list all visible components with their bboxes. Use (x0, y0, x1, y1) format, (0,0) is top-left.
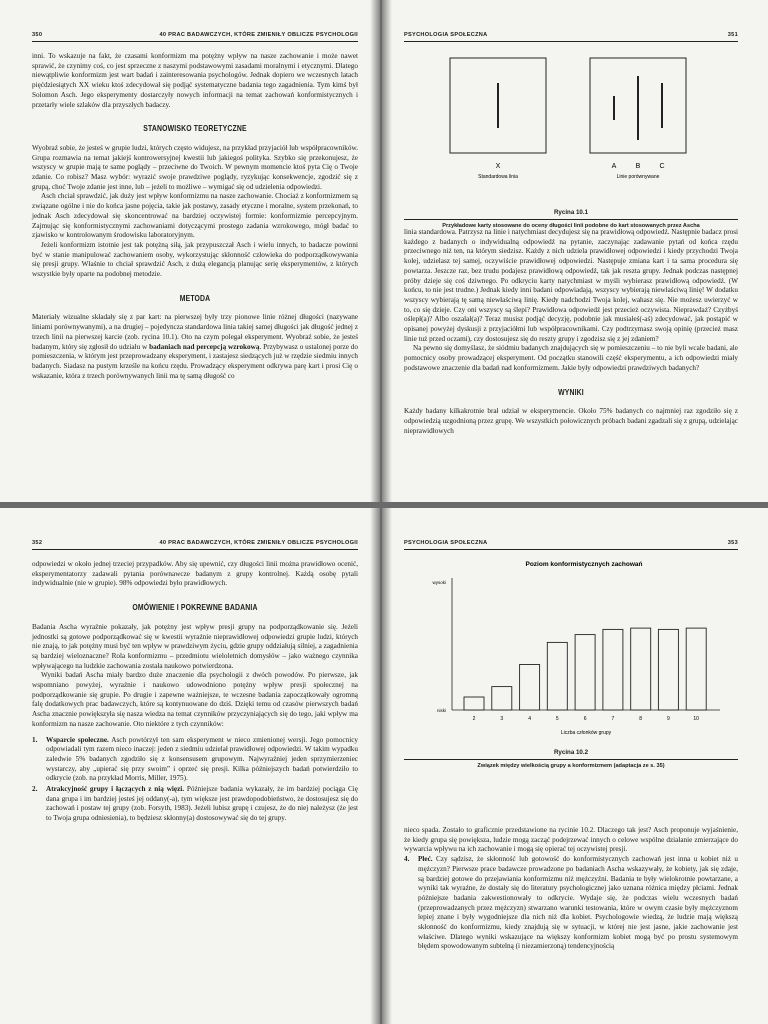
figure-caption-text: Przykładowe karty stosowane do oceny długości linii podobne do kart stosowanych przez Ascha (442, 222, 700, 229)
text-run: . Przybywasz o ustalonej porze do pomieszczenia, w którym jest przeprowadzany eksperyment, i zastajesz siedzących już w rzędzie siedmiu innych badanych. Siadasz na pustym krześle na końcu rzędu. Prowadzący eksperyment odkrywa parę kart i prosi Cię o wskazanie, która z trzech porównywanych linii ma tę samą długość co (32, 342, 358, 380)
bar-7 (603, 629, 623, 710)
x-tick-label: 7 (611, 716, 615, 722)
paragraph: nieco spada. Zostało to graficznie przedstawione na rycinie 10.2. Dlaczego tak jest? Asch proponuje wyjaśnienie, że kiedy grupa się powiększa, ludzie mogą zacząć podejrzewać innych o celowe wspólne działanie zmierzające do wywarcia wpływu na ich zachowanie i mogą się opierać tej oczywistej presji. (404, 826, 738, 854)
book-gutter (382, 508, 392, 1024)
page-body (32, 560, 358, 825)
figure-caption-text: Związek między wielkością grupy a konformizmem (adaptacja ze s. 35) (477, 762, 665, 769)
paragraph: Każdy badany kilkakrotnie brał udział w eksperymencie. Około 75% badanych co najmniej raz zgodziło się z odpowiedzią uzgodnioną przez grupę. We wszystkich połowicznych próbach badani zgadzali się z grupą, udzielając nieprawidłowych (404, 407, 738, 435)
label-x: X (495, 163, 501, 170)
factor-list (404, 855, 738, 952)
label-comparison: Linie porównywane (616, 174, 660, 180)
paragraph: Jeżeli konformizm istotnie jest tak potężną siłą, jak przypuszczał Asch i wielu innych, to badacze powinni być w stanie manipulować zachowaniem osoby, wykorzystując skłonność człowieka do podporządkowywania się presji grupy. Właśnie to chciał sprawdzić Asch, z dużą elegancją planując serię eksperymentów, z których wszystkie były oparte na podobnej metodzie. (32, 240, 358, 279)
bold-text: badaniach nad percepcją wzrokową (149, 342, 260, 351)
item-text: Późniejsze badania wykazały, że im bardziej pociąga Cię dana grupa i im bardziej jesteś jej oddany(-a), tym większe jest prawdopodobieństwo, że dostosujesz się do zachowań i postaw tej grupy (zob. Forsyth, 1983). Jeżeli lubisz grupę i czujesz, że do niej należysz (że jest to Twoja grupa odniesienia), to będziesz skłonny(a) dostosowywać się do tej grupy. (46, 785, 358, 823)
running-head (32, 30, 358, 42)
caption-rule (404, 219, 738, 220)
x-tick-label: 2 (472, 716, 476, 722)
paragraph: inni. To wskazuje na fakt, że czasami konformizm ma potężny wpływ na nasze zachowanie i może nawet sprawić, że czynimy coś, co jest sprzeczne z naszymi podstawowymi zasadami moralnymi i etycznymi. Dlatego niewątpliwie konformizm jest wart badań i zainteresowania psychologów. Jednak dopiero we wczesnych latach pięćdziesiątych XX wieku ktoś zdecydował się podjąć systematyczne badania tego zagadnienia. Tym kimś był Solomon Asch. Jego eksperymenty dostarczyły nowych informacji na temat zachowań konformistycznych i przetarły wiele szlaków dla przyszłych badaczy. (32, 52, 358, 109)
bar-series (464, 628, 706, 710)
label-a: A (611, 163, 617, 170)
label-b: B (635, 163, 641, 170)
paragraph: odpowiedzi w około jednej trzeciej przypadków. Aby się upewnić, czy długości linii można prawidłowo ocenić, eksperymentatorzy zadawali pytania porównawcze badanym z grupy kontrolnej. Każdą osobę pytali indywidualnie (nie w grupie). 98% odpowiedzi było prawidłowych. (32, 560, 358, 588)
bar-6 (575, 635, 595, 710)
x-tick-label: 8 (639, 716, 643, 722)
paragraph: Wyobraź sobie, że jesteś w grupie ludzi, których często widujesz, na przykład przyjaciół lub współpracowników. Grupa rozmawia na temat jakiejś kontrowersyjnej kwestii lub jakiegoś polityka. Szybko się przekonujesz, że wszyscy w grupie mają te same poglądy – przeciwne do Twoich. W pewnym momencie ktoś pyta Cię o Twoje zdanie. Co robisz? Masz wybór: wyrazić swoje prawdziwe poglądy, ryzykując konsekwencje, zgodzić się z grupą, choć Twoje zdanie jest inne, lub – jeżeli to możliwe – wymigać się od udzielenia odpowiedzi. (32, 143, 358, 191)
x-tick-labels (473, 716, 700, 722)
line-cards-figure (404, 48, 738, 198)
figure-10-2 (404, 550, 738, 782)
item-title: Płeć. (418, 855, 433, 864)
page-351 (382, 0, 768, 502)
page-353 (382, 508, 768, 1024)
bar-3 (492, 687, 512, 710)
text-run: Materiały wizualne składały się z par kart: na pierwszej były trzy pionowe linie różnej długości (nazywane liniami porównywanymi), a na drugiej – pojedyncza standardowa linia takiej samej długości jak długość jednej z trzech linii na pierwszej karcie (zob. rycina 10.1). Oto na czym polegał eksperyment. Wyobraź sobie, że jesteś badanym, który się zgłosił do udziału w (32, 313, 358, 351)
bar-2 (464, 697, 484, 710)
running-title: PSYCHOLOGIA SPOŁECZNA (404, 540, 488, 546)
label-c: C (659, 163, 665, 170)
x-tick-label: 4 (528, 716, 531, 722)
label-standard: Standardowa linia (478, 174, 518, 180)
list-item (404, 855, 738, 952)
page-body (404, 826, 738, 953)
page-352 (0, 508, 380, 1024)
paragraph (32, 313, 358, 381)
item-number: 2. (32, 785, 38, 794)
item-title: Wsparcie społeczne. (46, 735, 109, 744)
paragraph: Wyniki badań Ascha miały bardzo duże znaczenie dla psychologii z dwóch powodów. Po pierwsze, jak wspomniano powyżej, wyraźnie i naukowo udowodniono potężny wpływ presji społecznej na podporządkowanie się grupie. Po drugie i zapewne ważniejsze, te wczesne badania zapoczątkowały ogromną falę dodatkowych prac badawczych, które są kontynuowane do dziś. Dzięki temu od czasów pierwszych badań Ascha znacznie powiększyła się nasza wiedza na temat czynników przyczyniających się do tego, jaki wpływ ma konformizm na nasze zachowanie. Oto niektóre z tych czynników: (32, 671, 358, 728)
bar-5 (547, 642, 567, 710)
book-gutter (382, 0, 392, 502)
page-350 (0, 0, 380, 502)
item-number: 4. (404, 855, 410, 864)
caption-rule (404, 759, 738, 760)
section-heading: OMÓWIENIE I POKREWNE BADANIA (132, 602, 258, 613)
bar-9 (658, 629, 678, 710)
item-number: 1. (32, 735, 38, 744)
x-tick-label: 10 (693, 716, 699, 722)
bar-10 (686, 628, 706, 710)
running-title: 40 PRAC BADAWCZYCH, KTÓRE ZMIENIŁY OBLICZE PSYCHOLOGII (159, 540, 358, 546)
running-title: 40 PRAC BADAWCZYCH, KTÓRE ZMIENIŁY OBLICZE PSYCHOLOGII (159, 32, 358, 38)
page-body (404, 228, 738, 436)
section-heading: STANOWISKO TEORETYCZNE (143, 123, 247, 134)
figure-caption-title: Rycina 10.2 (553, 749, 589, 756)
running-title: PSYCHOLOGIA SPOŁECZNA (404, 32, 488, 38)
bar-4 (520, 665, 540, 711)
page-number: 352 (32, 540, 43, 546)
book-gutter (370, 508, 380, 1024)
paragraph: Asch chciał sprawdzić, jak duży jest wpływ konformizmu na nasze zachowanie. Chociaż z konformizmem są związane ogólne i nie do końca jasne pojęcia, takie jak postawy, zasady etyczne i moralne, system przekonań, to jednak Asch zdecydował się skoncentrować na bardziej oczywistej formie: konformizmie percepcyjnym. Zajmując się konformistycznymi zachowaniami dotyczącymi prostego zadania wzrokowego, mógł badać to zjawisko w kontrolowanym środowisku laboratoryjnym. (32, 192, 358, 240)
page-number: 353 (727, 540, 738, 546)
bar-8 (631, 628, 651, 710)
item-text: Czy sądzisz, że skłonność lub gotowość do konformistycznych zachowań jest inna u kobiet niż u mężczyzn? Pierwsze prace badawcze prowadzone po badaniach Ascha wskazywały, że kobiety, jak się zdaje, są bardziej gotowe do przejawiania konformizmu niż mężczyźni. Badania te były wielokrotnie powtarzane, a wyniki tak wyraźne, że dostały się do literatury psychologicznej jako uznana różnica między płciami. Jednak późniejsze badania zakwestionowały to odkrycie. Wydaje się, że podczas wielu wczesnych badań (przeprowadzanych przez mężczyzn) stwarzano warunki testowania, które w owym czasie były mężczyznom lepiej znane i były wygodniejsze dla nich niż dla kobiet. Psychologowie wiedzą, że ludzie mają większą skłonność do konformizmu, kiedy znajdują się w sytuacji, w której nie jest jasne, jakie zachowanie jest właściwe. Dlatego wyniki wskazujące na większy konformizm kobiet mogą być po prostu systemowym błędem spowodowanym subtelną (i niezamierzoną) tendencyjnością (418, 855, 738, 951)
x-tick-label: 9 (667, 716, 670, 722)
factor-list (32, 736, 358, 824)
page-number: 351 (727, 32, 738, 38)
book-gutter (370, 0, 380, 502)
x-axis-label: Liczba członków grupy (560, 730, 612, 736)
running-head (404, 30, 738, 42)
paragraph: Badania Ascha wyraźnie pokazały, jak potężny jest wpływ presji grupy na podporządkowanie się. Jeżeli jednostki są gotowe podporządkować się w kwestii wyraźnie nieprawidłowej odpowiedzi grupie ludzi, których nie znają, to jak potężny musi być ten wpływ w prawdziwym życiu, gdzie grupy oddziałują silniej, a zagadnienia są bardziej wieloznaczne? Rola konformizmu – przedmiotu wieloletnich domysłów – jako ważnego czynnika wpływającego na ludzkie zachowania została naukowo potwierdzona. (32, 622, 358, 670)
x-tick-label: 3 (500, 716, 504, 722)
y-high-label: wysoki (432, 580, 446, 585)
item-title: Atrakcyjność grupy i łączących z nią więzi. (46, 785, 185, 794)
running-head (404, 538, 738, 550)
x-tick-label: 5 (555, 716, 559, 722)
x-tick-label: 6 (583, 716, 587, 722)
paragraph: linia standardowa. Patrzysz na linie i natychmiast decydujesz się na prawidłową odpowiedź. Następnie badacz prosi każdego z badanych o indywidualną odpowiedź na pytanie, zaczynając zadawanie pytań od końca rzędu przeciwnego niż ten, na którym siedzisz. Każdy z nich udziela prawidłowej odpowiedzi i kiedy przychodzi Twoja kolej, udzielasz tej samej, oczywiście prawidłowej odpowiedzi. Następuje zmiana kart i ta sama procedura się powtarza. Jeszcze raz, bez trudu podajesz prawidłową odpowiedź, tak jak reszta grupy. Jednak podczas następnej próby dzieje się coś dziwnego. Po odkryciu karty natychmiast w myśli wybierasz prawidłową odpowiedź. (W końcu, to nie jest trudne.) Jednak kiedy inni badani odpowiadają, wszyscy wybierają niewłaściwą linię! W dodatku wszyscy wybierają tę samą niewłaściwą linię. Kiedy nadchodzi Twoja kolej, wahasz się. Nie możesz uwierzyć w to, co się dzieje. Czy oni wszyscy są ślepi? Prawidłowa odpowiedź jest przecież oczywista. Nieprawdaż? Czyżbyś oślepł(a)? Albo oszalał(a)? Teraz musisz podjąć decyzję, podobnie jak musiałeś(-aś) zdecydować, jak postąpić w opisanej powyżej dyskusji z przyjaciółmi lub współpracownikami. Czy podtrzymasz swoją opinię (przecież masz linie tuż przed oczami), czy dostosujesz się do reszty grupy i zgodzisz się z jej zdaniem? (404, 228, 738, 343)
conformity-chart (404, 550, 738, 736)
paragraph: Na pewno się domyślasz, że siódmiu badanych znajdujących się w pomieszczeniu – to nie byli wcale badani, ale pomocnicy osoby prowadzącej eksperyment. Od początku stanowili część eksperymentu, a ich odpowiedzi miały podstawowe znaczenie dla badań nad konformizmem. Jakie były odpowiedzi prawdziwych badanych? (404, 344, 738, 372)
figure-caption-title: Rycina 10.1 (553, 209, 589, 216)
y-low-label: niski (436, 708, 446, 713)
section-heading: WYNIKI (558, 386, 584, 397)
running-head (32, 538, 358, 550)
list-item (32, 736, 358, 785)
item-text: Asch powtórzył ten sam eksperyment w nieco zmienionej wersji. Jego pomocnicy odpowiadali tym razem nieco inaczej: jeden z siedmiu udzielał prawidłowej odpowiedzi. W takim wypadku zaledwie 5% badanych zgodziło się z konsensusem grupowym. Najwyraźniej jeden sprzymierzeniec wystarczy, aby „upierać się przy swoim” i oprzeć się presji. Kilka późniejszych badań potwierdziło to odkrycie (zob. na przykład Morris, Miller, 1975). (46, 735, 358, 783)
list-item (32, 785, 358, 824)
chart-title: Poziom konformistycznych zachowań (525, 561, 643, 568)
page-number: 350 (32, 32, 43, 38)
figure-10-1 (404, 48, 738, 229)
page-body (32, 52, 358, 381)
section-heading: METODA (179, 292, 211, 303)
